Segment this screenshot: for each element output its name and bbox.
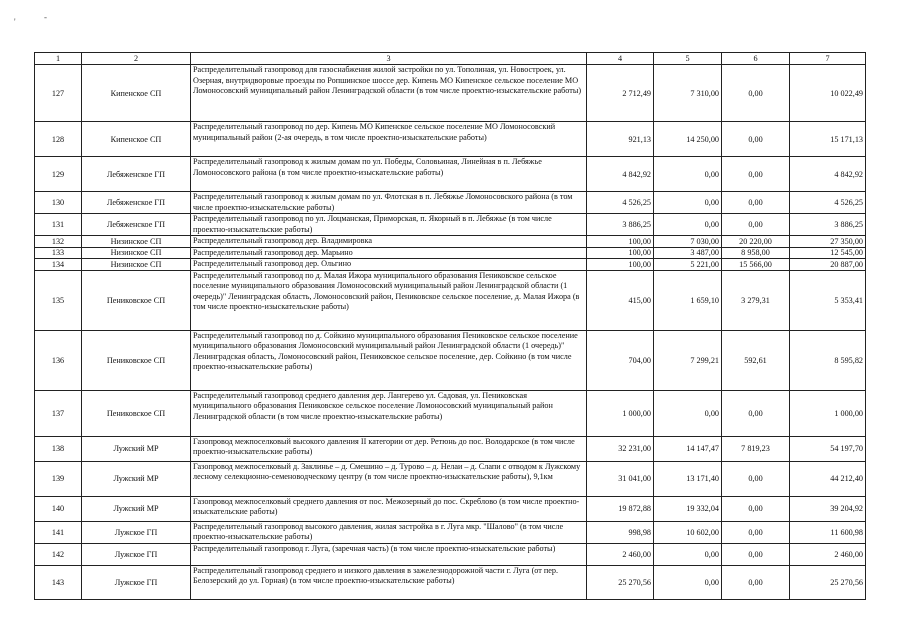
table-row	[35, 157, 866, 192]
value-col6: 20 220,00	[722, 236, 790, 248]
object-description: Распределительный газопровод г. Луга, (заречная часть) (в том числе проектно-изыскательские работы)	[191, 543, 587, 565]
row-number: 140	[35, 496, 82, 521]
value-col4: 100,00	[587, 259, 654, 271]
value-col7: 54 197,70	[790, 436, 866, 461]
object-description: Распределительный газопровод высокого давления, жилая застройка в г. Луга мкр. "Шалово" (в том числе проектно-изыскательские работы)	[191, 521, 587, 543]
value-col4: 31 041,00	[587, 461, 654, 496]
column-number: 2	[82, 53, 191, 65]
row-number: 129	[35, 157, 82, 192]
row-number: 131	[35, 214, 82, 236]
value-col4: 998,98	[587, 521, 654, 543]
value-col7: 2 460,00	[790, 543, 866, 565]
column-number: 4	[587, 53, 654, 65]
object-description: Газопровод межпоселковый д. Заклинье – д. Смешино – д. Турово – д. Нелаи – д. Слапи с отводом к Лужскому лесному селекционно-семеноводческому центру (в том числе проектно-изыскательские работы), 9,1км	[191, 461, 587, 496]
municipality-cell: Лебяженское ГП	[82, 157, 191, 192]
value-col5: 0,00	[654, 157, 722, 192]
municipality-cell: Лужское ГП	[82, 521, 191, 543]
scan-mark: '	[14, 17, 16, 27]
municipality-cell: Пениковское СП	[82, 330, 191, 390]
object-description: Распределительный газопровод по д. Малая Ижора муниципального образования Пениковское сельское поселение муниципального образования Ломоносовский муниципальный район Ленинградской области (1 очередь)" Ленинградская область, Ломоносовский район, Пениковское сельское поселение, д. Малая Ижора (в том числе проектно-изыскательские работы)	[191, 270, 587, 330]
value-col6: 0,00	[722, 543, 790, 565]
value-col5: 7 299,21	[654, 330, 722, 390]
object-description: Распределительный газопровод по д. Сойкино муниципального образования Пениковское сельское поселение муниципального образования Ломоносовский муниципальный район Ленинградской области (1 очередь)" Ленинградская область, Ломоносовский район, Пениковское сельское поселение, дер. Сойкино (в том числе проектно-изыскательские работы)	[191, 330, 587, 390]
value-col7: 20 887,00	[790, 259, 866, 271]
value-col5: 0,00	[654, 214, 722, 236]
value-col7: 5 353,41	[790, 270, 866, 330]
municipality-cell: Лужское ГП	[82, 565, 191, 599]
object-description: Распределительный газопровод среднего и низкого давления в зажелезнодорожной части г. Луга (от пер. Белозерский до ул. Горная) (в том числе проектно-изыскательские работы)	[191, 565, 587, 599]
value-col4: 921,13	[587, 122, 654, 157]
value-col6: 15 566,00	[722, 259, 790, 271]
object-description: Распределительный газопровод среднего давления дер. Лангерево ул. Садовая, ул. Пениковская муниципального образования Пениковское сельское поселение Ломоносовский муниципальный район Ленинградской области (в том числе проектно-изыскательские работы)	[191, 390, 587, 436]
row-number: 132	[35, 236, 82, 248]
object-description: Распределительный газопровод к жилым домам по ул. Победы, Соловьиная, Линейная в п. Лебяжье Ломоносовского района (в том числе проектно-изыскательские работы)	[191, 157, 587, 192]
value-col6: 0,00	[722, 214, 790, 236]
value-col7: 10 022,49	[790, 65, 866, 122]
table-row	[35, 236, 866, 248]
value-col6: 0,00	[722, 65, 790, 122]
column-number-row	[35, 53, 866, 65]
municipality-cell: Кипенское СП	[82, 122, 191, 157]
value-col4: 25 270,56	[587, 565, 654, 599]
value-col4: 100,00	[587, 236, 654, 248]
municipality-cell: Лебяженское ГП	[82, 192, 191, 214]
table-row	[35, 436, 866, 461]
table-row	[35, 259, 866, 271]
municipality-cell: Низинское СП	[82, 247, 191, 259]
value-col4: 4 526,25	[587, 192, 654, 214]
table-row	[35, 496, 866, 521]
table-row	[35, 192, 866, 214]
value-col7: 25 270,56	[790, 565, 866, 599]
value-col5: 14 147,47	[654, 436, 722, 461]
object-description: Распределительный газопровод для газоснабжения жилой застройки по ул. Тополиная, ул. Новостроек, ул. Озерная, внутридворовые проезды по Ропшинское шоссе дер. Кипень МО Кипенское сельское поселение МО Ломоносовский муниципальный район Ленинградской области (в том числе проектно-изыскательские работы)	[191, 65, 587, 122]
municipality-cell: Лужский МР	[82, 496, 191, 521]
row-number: 127	[35, 65, 82, 122]
object-description: Распределительный газопровод по дер. Кипень МО Кипенское сельское поселение МО Ломоносовский муниципальный район (2-ая очередь, в том числе проектно-изыскательские работы)	[191, 122, 587, 157]
value-col4: 704,00	[587, 330, 654, 390]
value-col5: 0,00	[654, 565, 722, 599]
value-col5: 0,00	[654, 192, 722, 214]
municipality-cell: Лужское ГП	[82, 543, 191, 565]
value-col5: 7 310,00	[654, 65, 722, 122]
value-col7: 44 212,40	[790, 461, 866, 496]
value-col4: 32 231,00	[587, 436, 654, 461]
value-col4: 19 872,88	[587, 496, 654, 521]
row-number: 133	[35, 247, 82, 259]
row-number: 137	[35, 390, 82, 436]
object-description: Распределительный газопровод дер. Марьино	[191, 247, 587, 259]
municipality-cell: Низинское СП	[82, 259, 191, 271]
value-col5: 14 250,00	[654, 122, 722, 157]
value-col5: 7 030,00	[654, 236, 722, 248]
value-col6: 7 819,23	[722, 436, 790, 461]
object-description: Распределительный газопровод дер. Ольгино	[191, 259, 587, 271]
value-col6: 8 958,00	[722, 247, 790, 259]
object-description: Распределительный газопровод дер. Владимировка	[191, 236, 587, 248]
value-col6: 0,00	[722, 521, 790, 543]
value-col7: 39 204,92	[790, 496, 866, 521]
table-row	[35, 270, 866, 330]
value-col4: 2 460,00	[587, 543, 654, 565]
municipality-cell: Пениковское СП	[82, 270, 191, 330]
table-row	[35, 65, 866, 122]
table-row	[35, 247, 866, 259]
object-description: Газопровод межпоселковый среднего давления от пос. Межозерный до пос. Скреблово (в том числе проектно-изыскательские работы)	[191, 496, 587, 521]
municipality-cell: Лебяженское ГП	[82, 214, 191, 236]
value-col4: 4 842,92	[587, 157, 654, 192]
value-col5: 19 332,04	[654, 496, 722, 521]
value-col6: 3 279,31	[722, 270, 790, 330]
table-row	[35, 565, 866, 599]
value-col7: 8 595,82	[790, 330, 866, 390]
value-col4: 3 886,25	[587, 214, 654, 236]
value-col7: 4 526,25	[790, 192, 866, 214]
value-col7: 27 350,00	[790, 236, 866, 248]
value-col4: 2 712,49	[587, 65, 654, 122]
row-number: 135	[35, 270, 82, 330]
table-row	[35, 390, 866, 436]
row-number: 136	[35, 330, 82, 390]
value-col7: 4 842,92	[790, 157, 866, 192]
object-description: Распределительный газопровод к жилым домам по ул. Флотская в п. Лебяжье Ломоносовского района (в том числе проектно-изыскательские работы)	[191, 192, 587, 214]
table-row	[35, 521, 866, 543]
value-col4: 100,00	[587, 247, 654, 259]
column-number: 5	[654, 53, 722, 65]
gas-pipeline-table	[34, 52, 866, 600]
value-col7: 3 886,25	[790, 214, 866, 236]
row-number: 142	[35, 543, 82, 565]
municipality-cell: Лужский МР	[82, 461, 191, 496]
value-col6: 0,00	[722, 461, 790, 496]
table-row	[35, 122, 866, 157]
municipality-cell: Лужский МР	[82, 436, 191, 461]
value-col6: 592,61	[722, 330, 790, 390]
object-description: Распределительный газопровод по ул. Лоцманская, Приморская, п. Якорный в п. Лебяжье (в том числе проектно-изыскательские работы)	[191, 214, 587, 236]
value-col6: 0,00	[722, 565, 790, 599]
value-col5: 5 221,00	[654, 259, 722, 271]
row-number: 141	[35, 521, 82, 543]
table-row	[35, 461, 866, 496]
value-col6: 0,00	[722, 122, 790, 157]
column-number: 7	[790, 53, 866, 65]
value-col4: 1 000,00	[587, 390, 654, 436]
value-col5: 0,00	[654, 543, 722, 565]
value-col7: 15 171,13	[790, 122, 866, 157]
row-number: 143	[35, 565, 82, 599]
value-col5: 10 602,00	[654, 521, 722, 543]
value-col5: 1 659,10	[654, 270, 722, 330]
column-number: 3	[191, 53, 587, 65]
value-col7: 1 000,00	[790, 390, 866, 436]
value-col7: 12 545,00	[790, 247, 866, 259]
row-number: 134	[35, 259, 82, 271]
column-number: 1	[35, 53, 82, 65]
object-description: Газопровод межпоселковый высокого давления II категории от дер. Ретюнь до пос. Володарское (в том числе проектно-изыскательские работы)	[191, 436, 587, 461]
value-col5: 3 487,00	[654, 247, 722, 259]
value-col5: 13 171,40	[654, 461, 722, 496]
value-col6: 0,00	[722, 157, 790, 192]
table-row	[35, 543, 866, 565]
value-col5: 0,00	[654, 390, 722, 436]
table-row	[35, 214, 866, 236]
column-number: 6	[722, 53, 790, 65]
row-number: 128	[35, 122, 82, 157]
row-number: 138	[35, 436, 82, 461]
table-row	[35, 330, 866, 390]
scan-mark: -	[44, 12, 47, 22]
value-col6: 0,00	[722, 390, 790, 436]
municipality-cell: Низинское СП	[82, 236, 191, 248]
value-col6: 0,00	[722, 496, 790, 521]
value-col4: 415,00	[587, 270, 654, 330]
row-number: 139	[35, 461, 82, 496]
row-number: 130	[35, 192, 82, 214]
municipality-cell: Пениковское СП	[82, 390, 191, 436]
value-col7: 11 600,98	[790, 521, 866, 543]
municipality-cell: Кипенское СП	[82, 65, 191, 122]
value-col6: 0,00	[722, 192, 790, 214]
